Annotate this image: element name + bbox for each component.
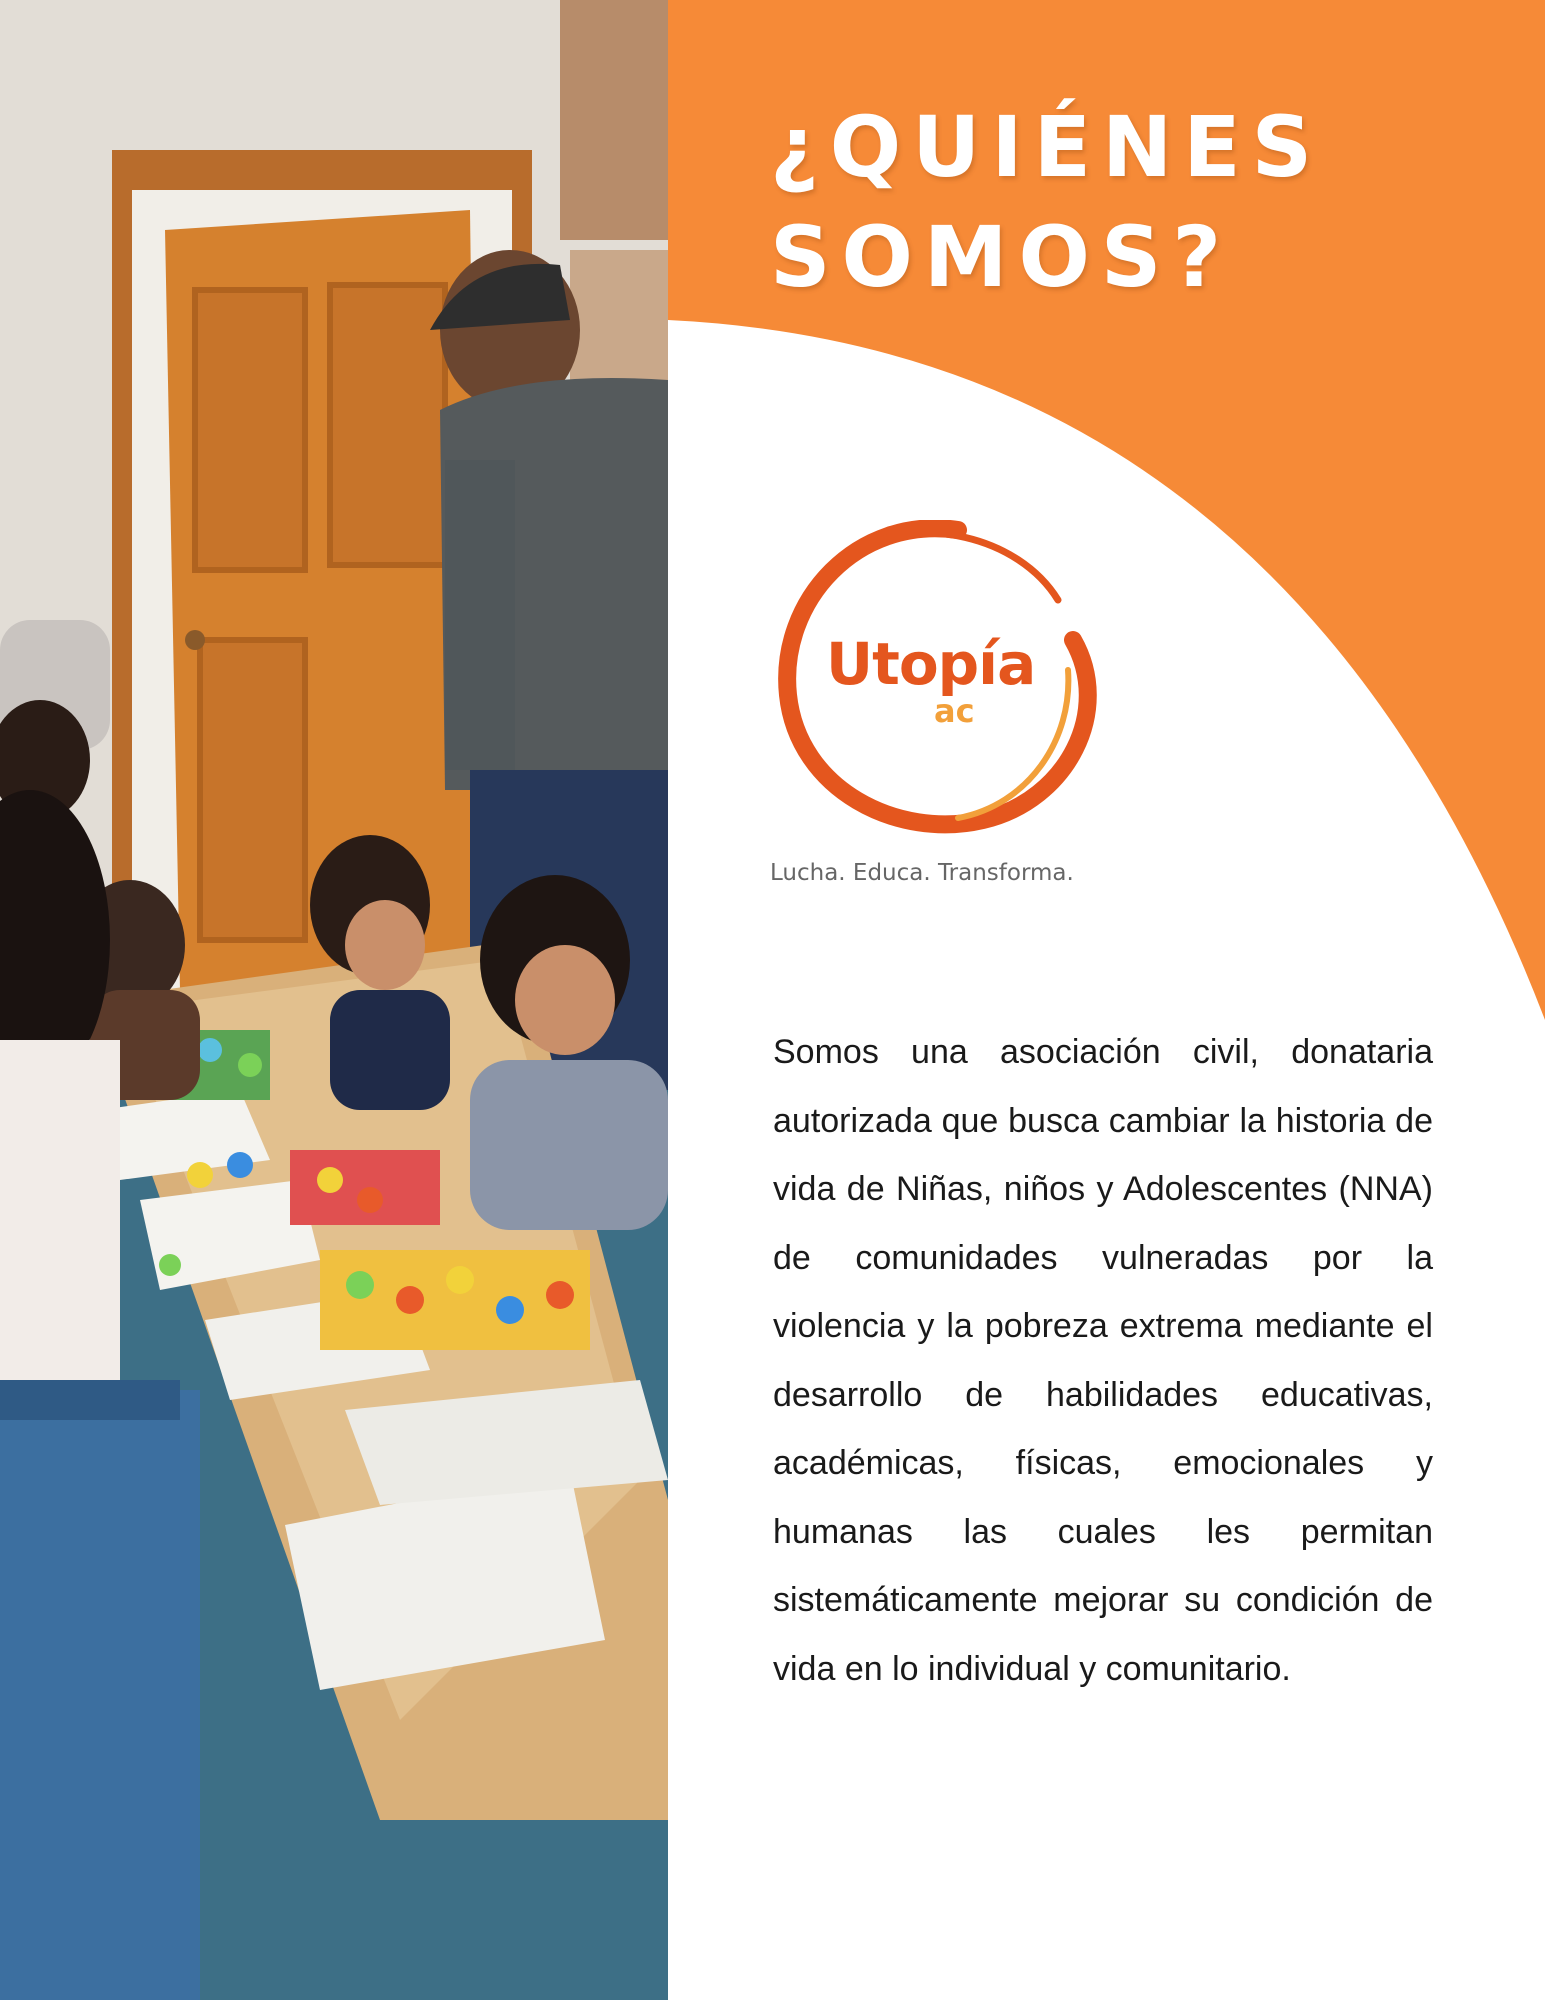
- logo-name: Utopía: [826, 630, 1036, 698]
- utopia-logo: [768, 520, 1108, 890]
- logo-suffix: ac: [934, 692, 975, 730]
- classroom-photo: [0, 0, 668, 2000]
- description-paragraph: Somos una asociación civil, donataria autorizada que busca cambiar la historia de vida de Niñas, niños y Adolescentes (NNA) de comunidades vulneradas por la violencia y la pobreza extrema mediante el desarrollo de habilidades educativas, académicas, físicas, emocionales y humanas las cuales les permitan sistemáticamente mejorar su condición de vida en lo individual y comunitario.: [773, 1033, 1433, 1688]
- page-title-line-2: SOMOS?: [770, 208, 1233, 306]
- right-panel: [668, 0, 1545, 2000]
- classroom-photo-illustration: [0, 0, 668, 2000]
- logo-tagline: Lucha. Educa. Transforma.: [770, 860, 1074, 886]
- page-title-line-1: ¿QUIÉNES: [770, 98, 1324, 196]
- page-title: [770, 92, 1510, 312]
